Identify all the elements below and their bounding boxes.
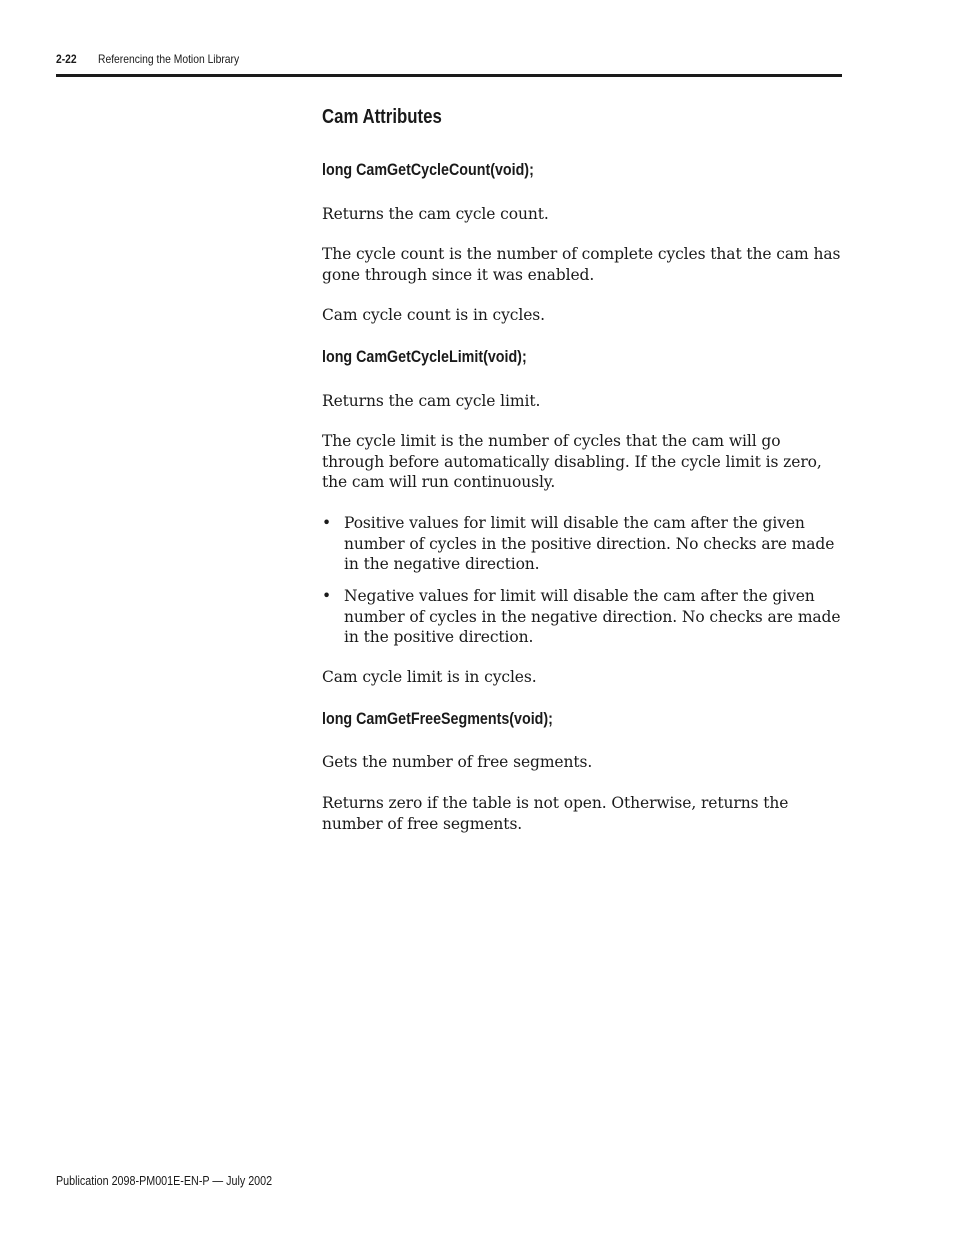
page-number: 2-22: [56, 52, 77, 66]
function-signature-cycle-limit: long CamGetCycleLimit(void);: [322, 347, 527, 366]
section-title: Cam Attributes: [322, 106, 442, 128]
page-header: [56, 52, 842, 76]
list-item-text: Negative values for limit will disable the cam after the given number of cycles in the negative direction. No checks are made in the positive direction.: [344, 587, 841, 646]
paragraph: Cam cycle limit is in cycles.: [322, 668, 537, 686]
function-signature-free-segments: long CamGetFreeSegments(void);: [322, 709, 553, 728]
function-signature-cycle-count: long CamGetCycleCount(void);: [322, 160, 534, 179]
bullet-icon: •: [322, 587, 332, 605]
header-rule: [56, 74, 842, 77]
paragraph: Returns the cam cycle limit.: [322, 392, 541, 410]
paragraph: The cycle limit is the number of cycles that the cam will go through before automatically disabling. If the cycle limit is zero, the cam will run continuously.: [322, 432, 822, 491]
paragraph: Gets the number of free segments.: [322, 753, 593, 771]
paragraph: Cam cycle count is in cycles.: [322, 306, 545, 324]
paragraph: The cycle count is the number of complete cycles that the cam has gone through since it was enabled.: [322, 245, 841, 284]
bullet-icon: •: [322, 514, 332, 532]
paragraph: Returns the cam cycle count.: [322, 205, 549, 223]
paragraph: Returns zero if the table is not open. Otherwise, returns the number of free segments.: [322, 794, 789, 833]
page-footer: Publication 2098-PM001E-EN-P — July 2002: [56, 1174, 273, 1188]
running-title: Referencing the Motion Library: [98, 52, 240, 66]
list-item-text: Positive values for limit will disable the cam after the given number of cycles in the positive direction. No checks are made in the negative direction.: [344, 514, 835, 573]
